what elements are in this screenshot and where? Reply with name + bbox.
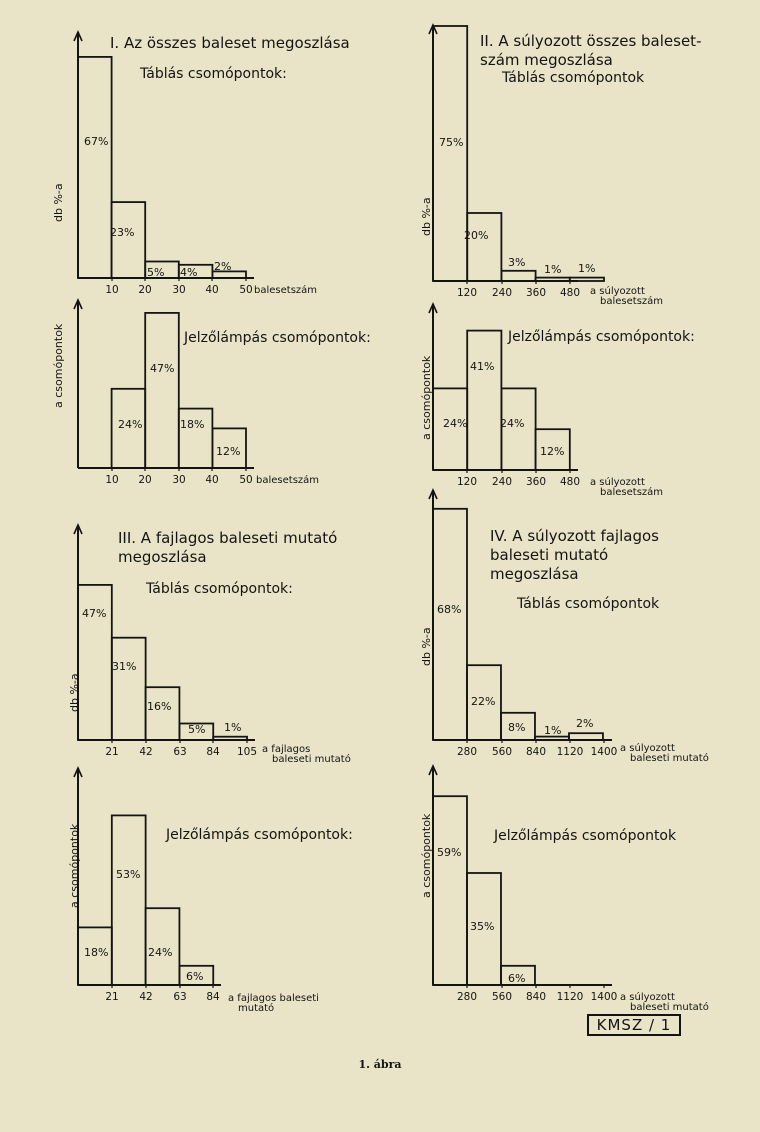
chart-title: megoszlása	[490, 565, 579, 583]
data-label: 68%	[437, 603, 462, 616]
x-axis-label: baleseti mutató	[272, 754, 351, 765]
x-tick-label: 20	[138, 474, 152, 486]
histogram-bar	[433, 26, 467, 281]
x-tick-label: 10	[105, 474, 119, 486]
data-label: 47%	[150, 362, 175, 375]
data-label: 5%	[147, 266, 165, 279]
chart-subtitle: Jelzőlámpás csomópontok	[494, 828, 677, 844]
histogram-bar	[433, 796, 467, 985]
x-tick-label: 120	[456, 287, 478, 299]
x-tick-label: 1120	[556, 991, 584, 1003]
data-label: 5%	[188, 723, 206, 736]
chart-title: baleseti mutató	[490, 546, 609, 564]
data-label: 24%	[118, 418, 143, 431]
data-label: 20%	[464, 229, 489, 242]
x-axis-label: baleseti mutató	[630, 753, 709, 764]
histogram-bar	[146, 687, 180, 740]
x-axis-label: a súlyozott	[620, 743, 675, 754]
x-axis-label: a fajlagos baleseti	[228, 993, 319, 1004]
chart-subtitle: Jelzőlámpás csomópontok:	[166, 827, 353, 843]
chart-subtitle: Táblás csomópontok:	[140, 66, 287, 82]
y-axis-label: a csomópontok	[420, 355, 433, 440]
x-tick-label: 50	[239, 284, 253, 296]
x-tick-label: 480	[559, 287, 581, 299]
x-axis-label: balesetszám	[256, 475, 320, 486]
x-axis-label: a súlyozott	[620, 992, 675, 1003]
data-label: 22%	[471, 695, 496, 708]
x-tick-label: 84	[206, 746, 220, 758]
data-label: 6%	[186, 970, 204, 983]
data-label: 4%	[180, 266, 198, 279]
x-axis-label: balesetszám	[600, 487, 664, 498]
x-tick-label: 840	[525, 746, 547, 758]
data-label: 35%	[470, 920, 495, 933]
data-label: 12%	[540, 445, 565, 458]
x-tick-label: 21	[105, 746, 119, 758]
data-label: 1%	[544, 263, 562, 276]
chart-panel-iii-b	[68, 768, 353, 1014]
chart-title: szám megoszlása	[480, 51, 613, 69]
histogram-bar	[536, 278, 570, 281]
y-axis-label: db %-a	[420, 197, 433, 236]
x-tick-label: 480	[559, 476, 581, 488]
x-axis-label: baleseti mutató	[630, 1002, 709, 1013]
data-label: 47%	[82, 607, 107, 620]
histogram-bar	[569, 733, 603, 740]
data-label: 1%	[224, 721, 242, 734]
data-label: 41%	[470, 360, 495, 373]
x-tick-label: 30	[172, 474, 186, 486]
x-tick-label: 560	[491, 746, 513, 758]
y-axis-label: a csomópontok	[52, 323, 65, 408]
data-label: 1%	[544, 724, 562, 737]
x-tick-label: 63	[173, 746, 187, 758]
x-tick-label: 280	[456, 746, 478, 758]
x-axis-label: balesetszám	[600, 296, 664, 307]
data-label: 59%	[437, 846, 462, 859]
data-label: 16%	[147, 700, 172, 713]
y-axis-label: db %-a	[52, 183, 65, 222]
x-tick-label: 42	[139, 746, 153, 758]
data-label: 67%	[84, 135, 109, 148]
chart-subtitle: Táblás csomópontok:	[146, 581, 293, 597]
x-tick-label: 10	[105, 284, 119, 296]
data-label: 18%	[180, 418, 205, 431]
histogram-bar	[433, 509, 467, 740]
kmsz-stamp: KMSZ / 1	[587, 1014, 681, 1036]
x-axis-label: balesetszám	[254, 285, 318, 296]
x-tick-label: 1120	[556, 746, 584, 758]
chart-panel-iv-b	[420, 766, 709, 1013]
data-label: 75%	[439, 136, 464, 149]
x-tick-label: 21	[105, 991, 119, 1003]
chart-panel-i-b	[52, 300, 371, 486]
x-tick-label: 1400	[590, 991, 618, 1003]
chart-panel-ii	[420, 25, 701, 307]
data-label: 3%	[508, 256, 526, 269]
x-tick-label: 240	[491, 287, 513, 299]
x-tick-label: 360	[525, 287, 547, 299]
x-axis-label: mutató	[238, 1003, 275, 1014]
chart-subtitle: Jelzőlámpás csomópontok:	[184, 330, 371, 346]
chart-title: II. A súlyozott összes baleset-	[480, 32, 702, 50]
chart-panel-iv	[420, 490, 709, 764]
data-label: 12%	[216, 445, 241, 458]
chart-panel-iii	[68, 525, 351, 765]
histogram-bar	[467, 213, 501, 281]
data-label: 53%	[116, 868, 141, 881]
x-axis-label: a súlyozott	[590, 477, 645, 488]
chart-title: I. Az összes baleset megoszlása	[110, 34, 350, 52]
histogram-bar	[467, 331, 501, 470]
x-tick-label: 560	[491, 991, 513, 1003]
y-axis-label: db %-a	[420, 627, 433, 666]
x-tick-label: 120	[456, 476, 478, 488]
x-tick-label: 84	[206, 991, 220, 1003]
chart-subtitle: Táblás csomópontok	[517, 596, 660, 612]
x-tick-label: 40	[205, 284, 219, 296]
histogram-bar	[570, 278, 604, 281]
x-tick-label: 105	[236, 746, 258, 758]
histogram-bar	[145, 313, 179, 468]
data-label: 1%	[578, 262, 596, 275]
y-axis-label: a csomópontok	[420, 813, 433, 898]
x-axis-label: a fajlagos	[262, 744, 311, 755]
chart-subtitle: Jelzőlámpás csomópontok:	[508, 329, 695, 345]
histogram-bar	[535, 737, 569, 740]
data-label: 24%	[500, 417, 525, 430]
x-tick-label: 1400	[590, 746, 618, 758]
data-label: 18%	[84, 946, 109, 959]
data-label: 6%	[508, 972, 526, 985]
figure-caption: 1. ábra	[358, 1058, 402, 1071]
x-tick-label: 50	[239, 474, 253, 486]
x-tick-label: 360	[525, 476, 547, 488]
data-label: 23%	[110, 226, 135, 239]
chart-title: IV. A súlyozott fajlagos	[490, 527, 659, 545]
data-label: 2%	[214, 260, 232, 273]
y-axis-label: a csomópontok	[68, 823, 81, 908]
histogram-bar	[501, 271, 535, 281]
x-tick-label: 63	[173, 991, 187, 1003]
data-label: 2%	[576, 717, 594, 730]
histogram-bar	[112, 638, 146, 740]
x-tick-label: 20	[138, 284, 152, 296]
x-tick-label: 30	[172, 284, 186, 296]
histogram-bar	[78, 57, 112, 278]
chart-title: III. A fajlagos baleseti mutató	[118, 529, 338, 547]
histogram-bar	[213, 737, 247, 740]
chart-subtitle: Táblás csomópontok	[502, 70, 645, 86]
chart-panel-ii-b	[420, 304, 695, 498]
y-axis-label: db %-a	[68, 673, 81, 712]
histogram-bar	[112, 202, 146, 278]
data-label: 8%	[508, 721, 526, 734]
chart-title: megoszlása	[118, 548, 207, 566]
data-label: 24%	[148, 946, 173, 959]
x-tick-label: 840	[525, 991, 547, 1003]
x-tick-label: 280	[456, 991, 478, 1003]
x-tick-label: 42	[139, 991, 153, 1003]
chart-panel-i	[52, 32, 350, 296]
histogram-bar	[112, 815, 146, 985]
x-tick-label: 240	[491, 476, 513, 488]
data-label: 31%	[112, 660, 137, 673]
x-tick-label: 40	[205, 474, 219, 486]
x-axis-label: a súlyozott	[590, 286, 645, 297]
data-label: 24%	[443, 417, 468, 430]
